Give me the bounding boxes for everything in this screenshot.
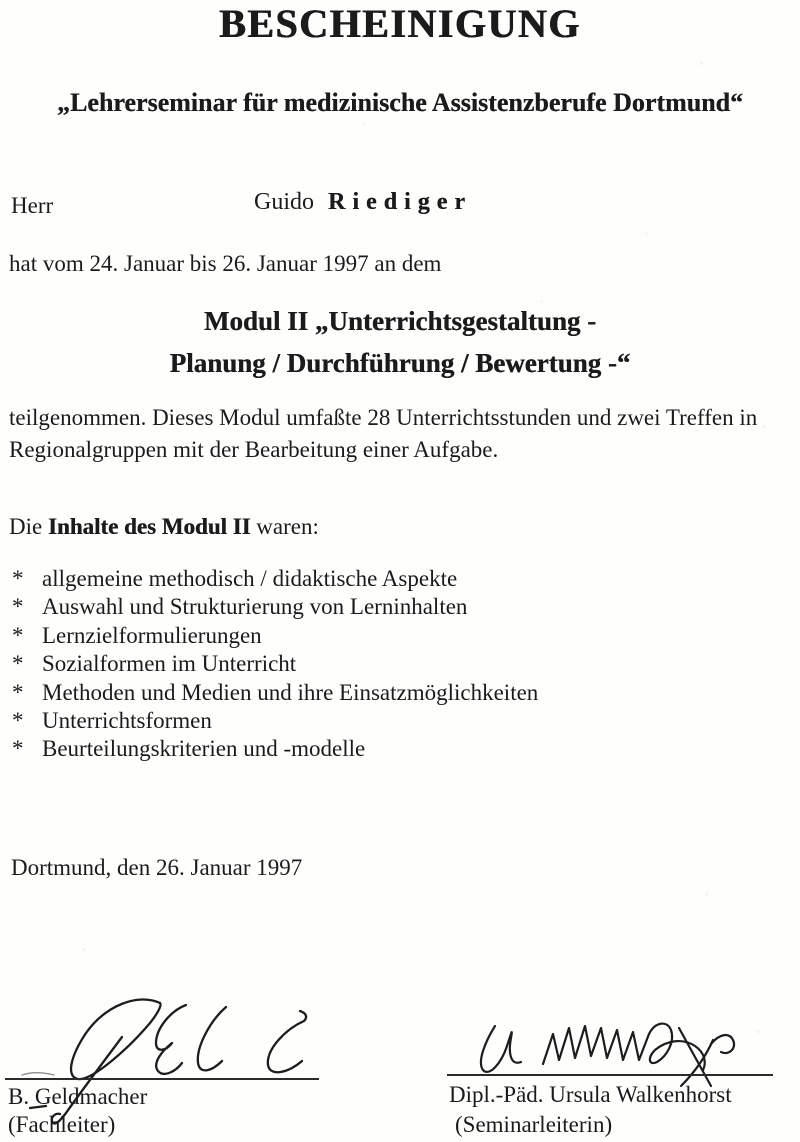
bullet-asterisk: * [12, 594, 24, 620]
list-item [10, 593, 538, 621]
body-paragraph [9, 402, 795, 466]
module-title [0, 300, 800, 384]
intro-line: hat vom 24. Januar bis 26. Januar 1997 an dem [9, 251, 442, 276]
list-item [10, 707, 538, 735]
signature-line-right [447, 1074, 773, 1076]
bullet-asterisk: * [12, 707, 24, 733]
module-title-line2: Planung / Durchführung / Bewertung -“ [169, 348, 631, 378]
signatory-name-left: B. Geldmacher [8, 1084, 148, 1109]
list-item [10, 650, 538, 678]
bullet-asterisk: * [12, 651, 24, 677]
list-item [10, 679, 538, 707]
salutation: Herr [11, 193, 54, 218]
contents-heading [9, 514, 319, 540]
list-item [10, 735, 538, 763]
bullet-asterisk: * [12, 622, 24, 648]
document-title: BESCHEINIGUNG [219, 1, 581, 46]
signatory-role-left: (Fachleiter) [8, 1112, 116, 1137]
signature-line-left [5, 1078, 319, 1080]
participant-last-name: Riediger [328, 189, 472, 215]
list-item-text: Auswahl und Strukturierung von Lerninhalten [42, 594, 468, 620]
signatory-name-right: Dipl.-Päd. Ursula Walkenhorst [449, 1082, 732, 1107]
participant-first-name: Guido [254, 189, 314, 215]
contents-list [10, 565, 538, 764]
contents-heading-suffix: waren: [250, 514, 319, 539]
list-item [10, 622, 538, 650]
bullet-asterisk: * [12, 566, 24, 591]
bullet-asterisk: * [12, 679, 24, 705]
list-item-text: Methoden und Medien und ihre Einsatzmöglichkeiten [42, 679, 539, 705]
bullet-asterisk: * [12, 736, 24, 762]
list-item-text: Lernzielformulierungen [42, 622, 262, 648]
list-item-text: Sozialformen im Unterricht [42, 651, 297, 677]
list-item-text: Beurteilungskriterien und -modelle [42, 736, 366, 762]
contents-heading-prefix: Die [9, 514, 48, 539]
list-item-text: Unterrichtsformen [42, 707, 212, 733]
list-item-text: allgemeine methodisch / didaktische Aspekte [42, 566, 458, 591]
participant-name [254, 189, 472, 216]
list-item [10, 565, 538, 593]
seminar-name: „Lehrerseminar für medizinische Assistenzberufe Dortmund“ [56, 88, 744, 117]
contents-heading-bold: Inhalte des Modul II [47, 514, 251, 539]
signatory-role-right: (Seminarleiterin) [455, 1112, 613, 1137]
body-paragraph-line2: Regionalgruppen mit der Bearbeitung einer Aufgabe. [9, 437, 499, 462]
module-title-line1: Modul II „Unterrichtsgestaltung - [203, 306, 597, 336]
body-paragraph-line1: teilgenommen. Dieses Modul umfaßte 28 Unterrichtsstunden und zwei Treffen in [9, 405, 758, 430]
place-date: Dortmund, den 26. Januar 1997 [11, 855, 303, 880]
